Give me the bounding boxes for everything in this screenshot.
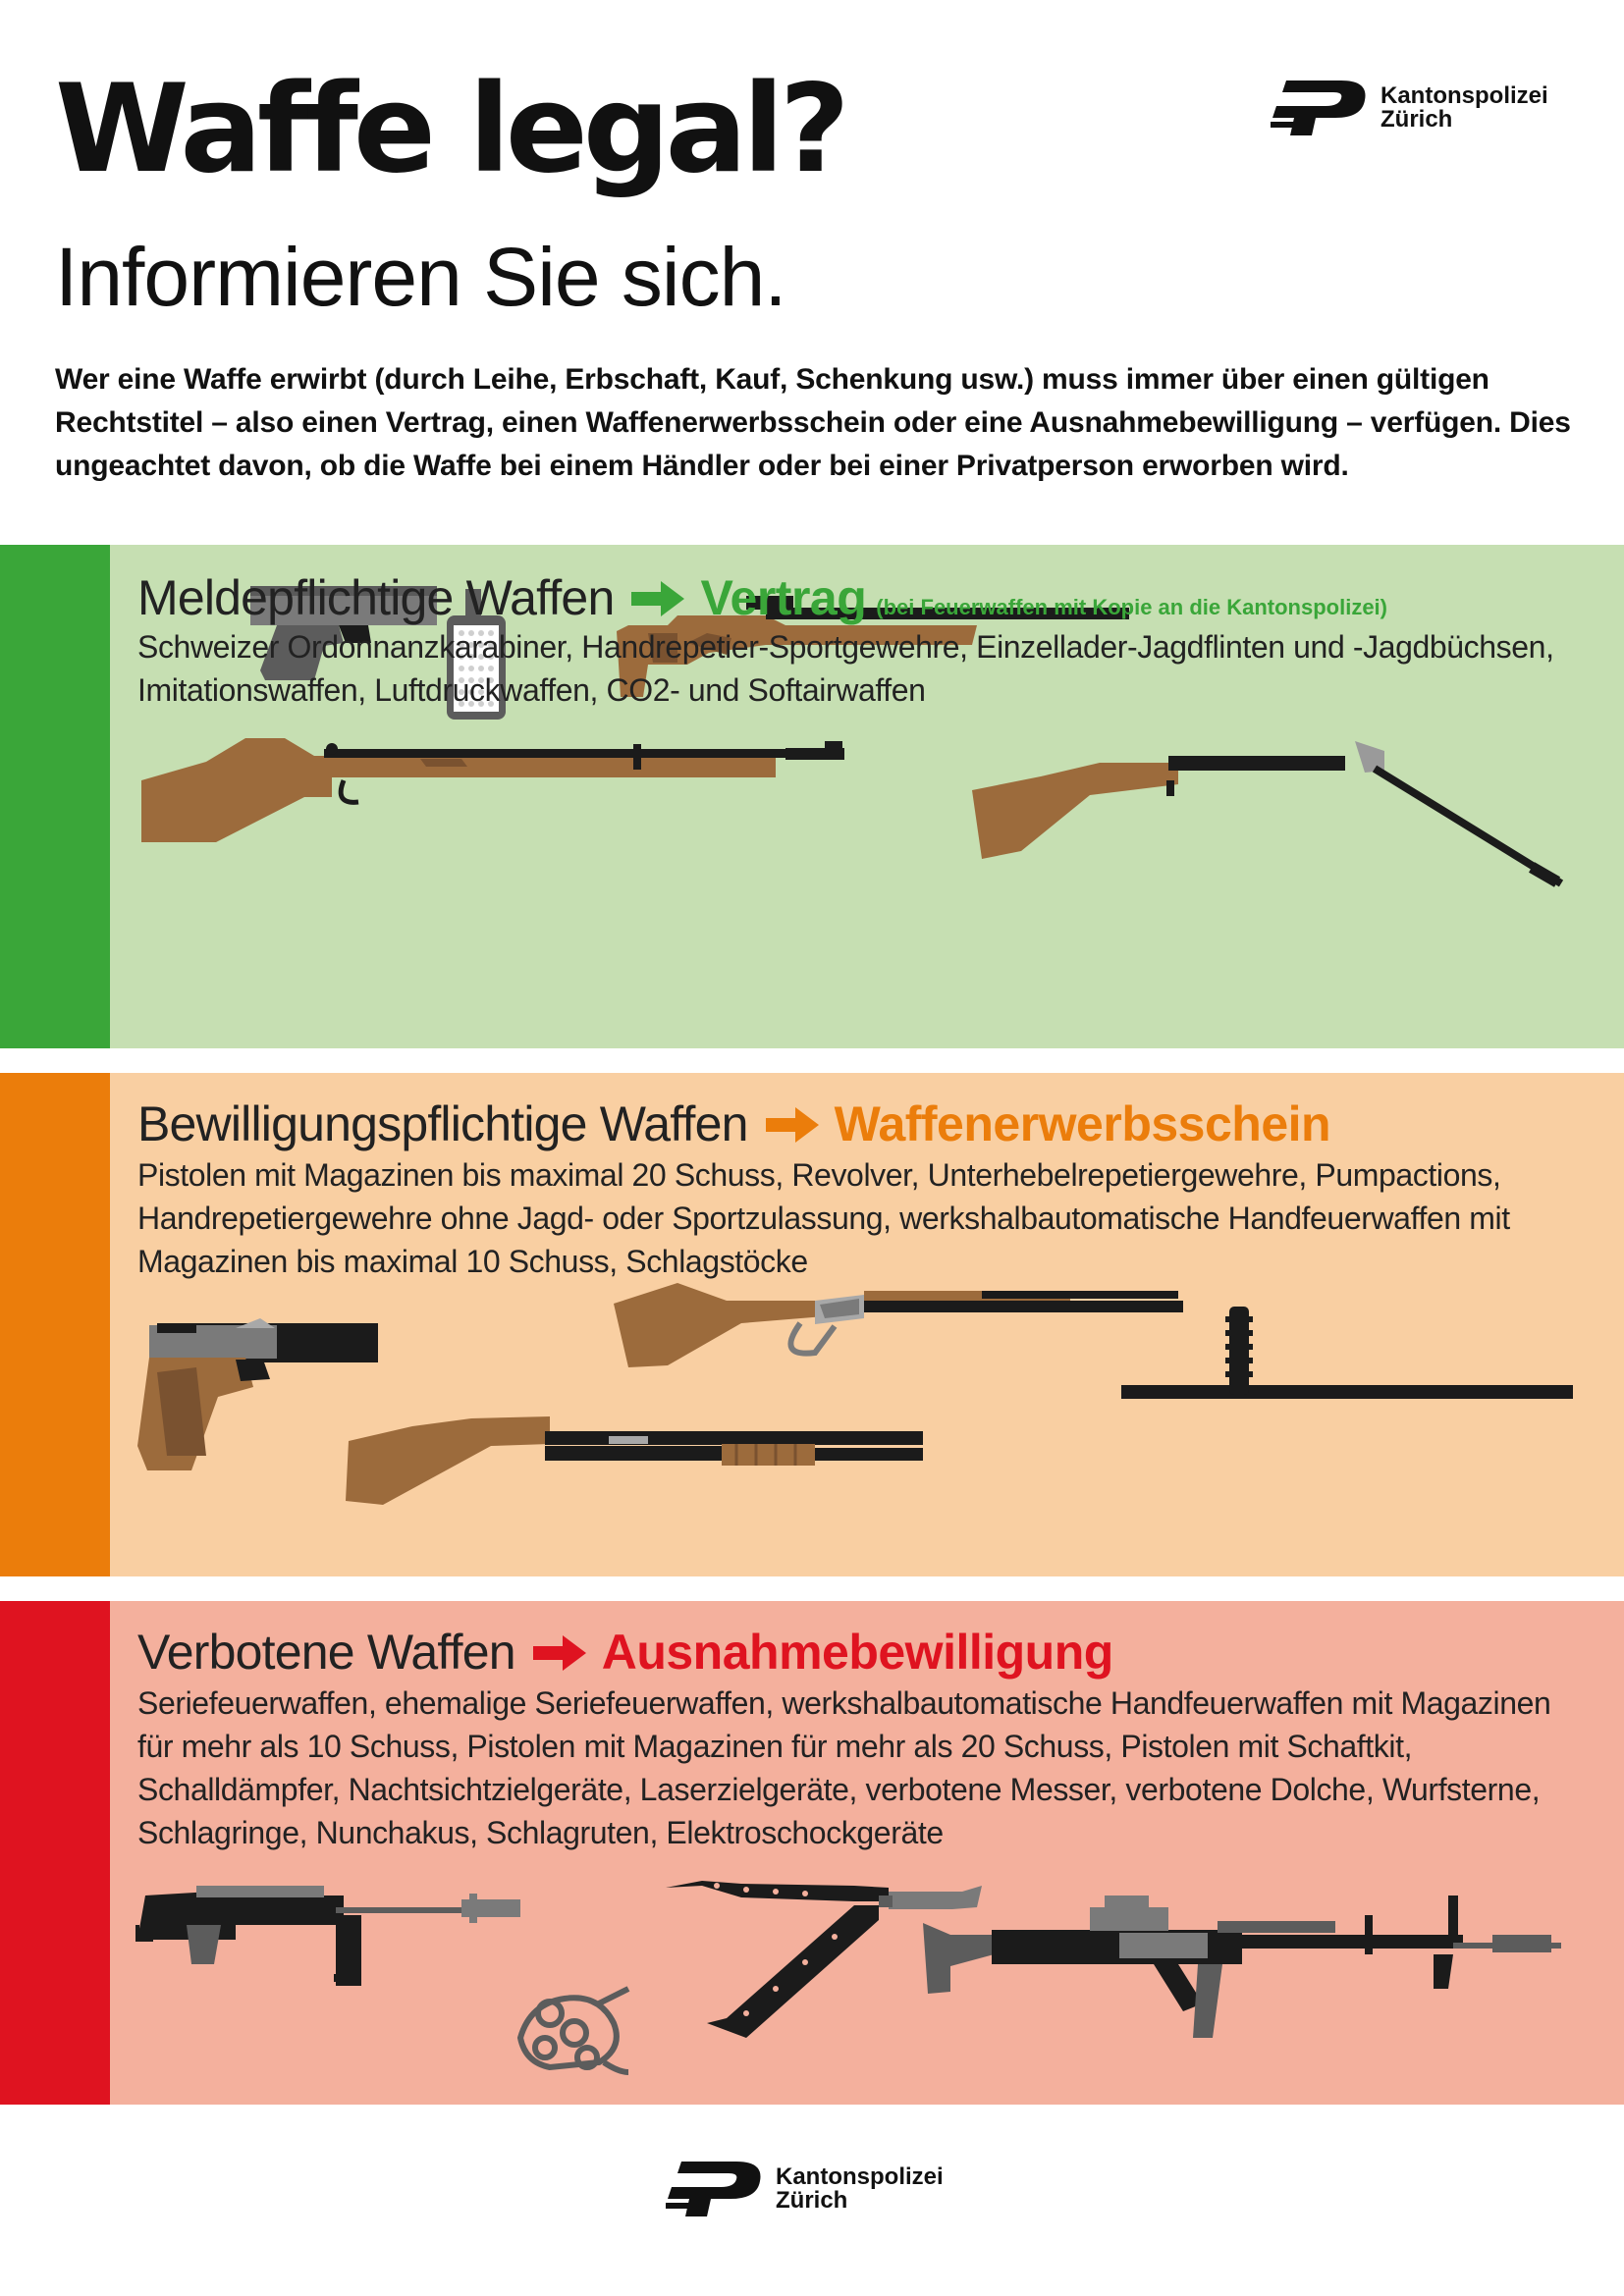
- baton-icon: [1121, 1307, 1573, 1399]
- kantonspolizei-logo: [1265, 77, 1548, 139]
- section-heading: [137, 1095, 1330, 1153]
- kantonspolizei-logo-footer: [660, 2158, 944, 2220]
- police-emblem-icon: [660, 2158, 770, 2220]
- arrow-right-icon: [766, 1105, 821, 1145]
- requirement-note: (bei Feuerwaffen mit Kopie an die Kantonspolizei): [876, 595, 1387, 619]
- assault-rifle-icon: [923, 1896, 1561, 2038]
- section-description: Schweizer Ordonnanzkarabiner, Handrepetier-Sportgewehre, Einzellader-Jagdflinten und -Jagdbüchsen, Imitationswaffen, Luftdruckwaffen, CO2- und Softairwaffen: [137, 629, 1554, 708]
- section-permit-weapons: [0, 1073, 1624, 1576]
- category-label: Bewilligungspflichtige Waffen: [137, 1096, 748, 1151]
- intro-text: Wer eine Waffe erwirbt (durch Leihe, Erbschaft, Kauf, Schenkung usw.) muss immer über einen gültigen Rechtstitel – also einen Vertrag, einen Waffenerwerbsschein oder eine Ausnahmebewilligung – verfügen. Dies ungeachtet davon, ob die Waffe bei einem Händler oder bei einer Privatperson erworben wird.: [55, 363, 1571, 482]
- submachine-gun-icon: [137, 1886, 520, 1986]
- page-subtitle: Informieren Sie sich.: [55, 231, 786, 323]
- ordnance-carbine-icon: [141, 738, 844, 842]
- section-description: Seriefeuerwaffen, ehemalige Seriefeuerwaffen, werkshalbautomatische Handfeuerwaffen mit Magazinen für mehr als 10 Schuss, Pistolen mit Magazinen für mehr als 20 Schuss, Pistolen mit Schaftkit, Schalldämpfer, Nachtsichtzielgeräte, Laserzielgeräte, verbotene Messer, verbotene Dolche, Wurfsterne, Schlagringe, Nunchakus, Schlagruten, Elektroschockgeräte: [137, 1685, 1551, 1850]
- arrow-right-icon: [631, 579, 686, 618]
- air-rifle-icon: [972, 741, 1561, 887]
- arrow-right-icon: [533, 1633, 588, 1673]
- brass-knuckles-icon: [520, 1989, 628, 2072]
- requirement-label: Ausnahmebewilligung: [601, 1625, 1113, 1680]
- section-description: Pistolen mit Magazinen bis maximal 20 Schuss, Revolver, Unterhebelrepetiergewehre, Pumpactions, Handrepetiergewehre ohne Jagd- oder Sportzulassung, werkshalbautomatische Handfeuerwaffen mit Magazinen bis maximal 10 Schuss, Schlagstöcke: [137, 1157, 1510, 1279]
- logo-line-2: Zürich: [1380, 106, 1453, 133]
- page-title: Waffe legal?: [55, 59, 845, 200]
- category-label: Verbotene Waffen: [137, 1625, 515, 1680]
- logo-line-1: Kantonspolizei: [1380, 82, 1548, 109]
- category-label: Meldepflichtige Waffen: [137, 570, 615, 625]
- logo-line-1: Kantonspolizei: [776, 2163, 944, 2190]
- pistol-icon: [137, 1318, 378, 1470]
- requirement-label: Vertrag: [700, 570, 867, 625]
- police-emblem-icon: [1265, 77, 1375, 139]
- lever-action-rifle-icon: [614, 1283, 1183, 1367]
- pump-action-shotgun-icon: [346, 1416, 923, 1505]
- requirement-label: Waffenerwerbsschein: [834, 1096, 1331, 1151]
- section-heading: [137, 1623, 1113, 1682]
- section-reportable-weapons: [0, 545, 1624, 1048]
- section-prohibited-weapons: [0, 1601, 1624, 2105]
- logo-line-2: Zürich: [776, 2187, 848, 2214]
